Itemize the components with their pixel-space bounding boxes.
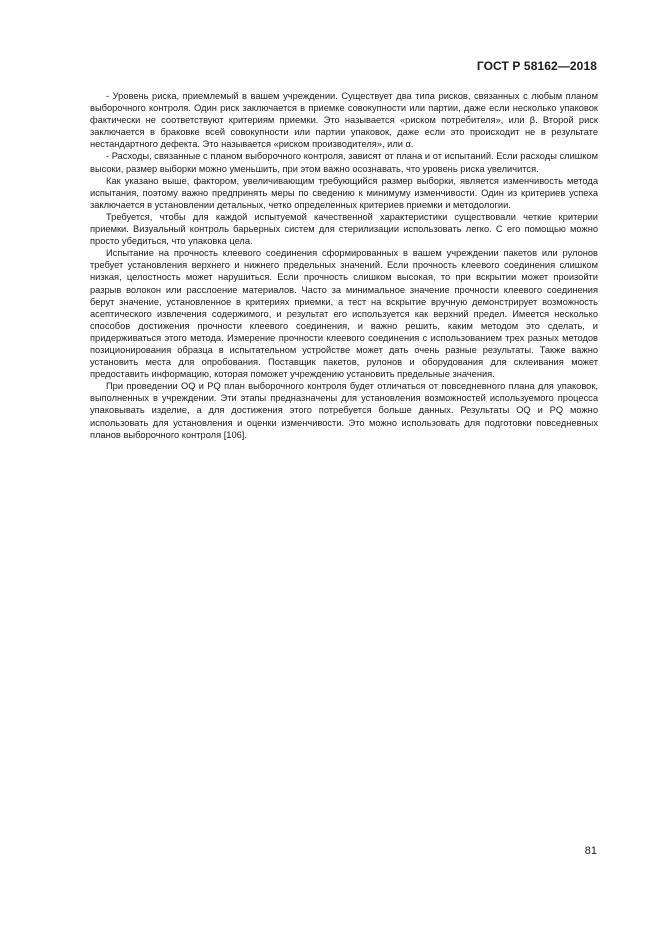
document-header: ГОСТ Р 58162—2018 [476, 59, 597, 73]
document-body [90, 90, 598, 441]
paragraph-acceptance-criteria: Требуется, чтобы для каждой испытуемой качественной характеристики существовали четкие критерии приемки. Визуальный контроль барьерных систем для стерилизации использовать легко. С его помощью можно просто убедиться, что упаковка цела. [90, 211, 598, 247]
paragraph-oq-pq: При проведении OQ и PQ план выборочного контроля будет отличаться от повседневного плана для упаковок, выполненных в учреждении. Эти этапы предназначены для установления возможностей используемого процесса упаковывать изделие, а для достижения этого потребуется больше данных. Результаты OQ и PQ можно использовать для установления и оценки изменчивости. Это можно использовать для подготовки повседневных планов выборочного контроля [106]. [90, 381, 598, 440]
paragraph-consumer-producer-risk: - Уровень риска, приемлемый в вашем учреждении. Существует два типа рисков, связанных с любым планом выборочного контроля. Один риск заключается в приемке совокупности или партии, даже если несколько упаковок фактически не соответствуют критериям приемки. Это называется «риском потребителя», или β. Второй риск заключается в браковке всей совокупности или партии упаковок, даже если это происходит не в результате нестандартного дефекта. Это называется «риском производителя», или α. [90, 91, 598, 150]
paragraph-seal-strength: Испытание на прочность клеевого соединения сформированных в вашем учреждении пакетов или рулонов требует установления верхнего и нижнего предельных значений. Если прочность клеевого соединения слишком низкая, целостность может нарушиться. Если прочность слишком высокая, то при вскрытии может произойти разрыв волокон или расслоение материалов. Часто за минимальное значение прочности клеевого соединения берут значение, установленное в критериях приемки, а тест на вскрытие вручную демонстрирует возможность асептического извлечения содержимого, и результат его используется как верхний предел. Имеется несколько способов достижения прочности клеевого соединения, и важно решить, каким методом это сделать, и придерживаться этого метода. Измерение прочности клеевого соединения с использованием трех разных методов позиционирования образца в испытательном устройстве может дать очень разные результаты. Также важно установить места для опробования. Поставщик пакетов, рулонов и оборудования для склеивания может предоставить информацию, которая поможет учреждению установить предельные значения. [90, 248, 598, 380]
paragraph-variability: Как указано выше, фактором, увеличивающим требующийся размер выборки, является изменчивость метода испытания, поэтому важно предпринять меры по сведению к минимуму изменчивости. Один из критериев успеха заключается в установлении детальных, четко определенных критериев приемки и методологии. [90, 175, 598, 210]
paragraph-costs: - Расходы, связанные с планом выборочного контроля, зависят от плана и от испытаний. Если расходы слишком высоки, размер выборки можно уменьшить, при этом важно осознавать, что уровень риска увеличится. [90, 151, 598, 174]
page-number: 81 [584, 845, 597, 857]
